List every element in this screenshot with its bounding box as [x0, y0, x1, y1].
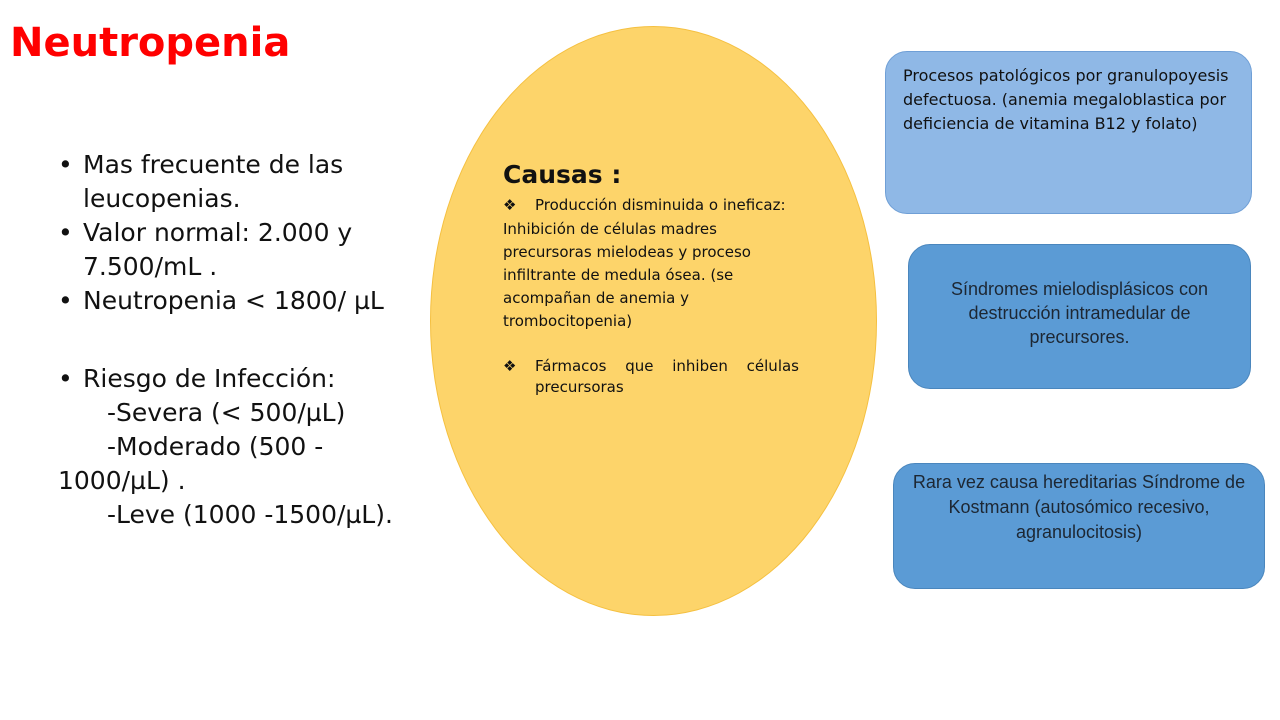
cause-item [503, 195, 799, 216]
causes-title: Causas : [503, 160, 622, 189]
info-box-defective-granulopoiesis [885, 51, 1252, 214]
diamond-bullet-icon: ❖ [503, 196, 517, 214]
bullet-item: • Mas frecuente de las leucopenias. [58, 148, 428, 216]
risk-severe: -Severa (< 500/µL) [107, 398, 346, 427]
cause-item-text: Producción disminuida o ineficaz: [535, 196, 786, 214]
info-box-text: Síndromes mielodisplásicos con destrucción intramedular de precursores. [950, 279, 1209, 347]
info-box-text: Rara vez causa hereditarias Síndrome de Kostmann (autosómico recesivo, agranulocitosis) [912, 472, 1246, 542]
info-box-hereditary [893, 463, 1265, 589]
cause-item-text: Fármacos que inhiben células precursoras [535, 357, 799, 396]
info-box-text: Procesos patológicos por granulopoyesis defectuosa. (anemia megaloblastica por deficiencia de vitamina B12 y folato) [903, 66, 1229, 133]
bullet-item: • Neutropenia < 1800/ µL [58, 284, 428, 318]
info-box-myelodysplastic [908, 244, 1251, 389]
bullet-item: • Valor normal: 2.000 y 7.500/mL . [58, 216, 428, 284]
diamond-bullet-icon: ❖ [503, 357, 517, 375]
risk-mild: -Leve (1000 -1500/µL). [107, 500, 393, 529]
bullet-list [58, 148, 428, 532]
causes-panel [503, 160, 799, 398]
slide-title: Neutropenia [10, 20, 291, 66]
risk-moderate-cont: 1000/µL) . [58, 466, 186, 495]
cause-item [503, 356, 799, 398]
cause-description: Inhibición de células madres precursoras mielodeas y proceso infiltrante de medula ósea. (se acompañan de anemia y trombocitopenia) [503, 220, 751, 330]
bullet-item: • Riesgo de Infección: [58, 362, 428, 396]
risk-moderate: -Moderado (500 - [107, 432, 324, 461]
